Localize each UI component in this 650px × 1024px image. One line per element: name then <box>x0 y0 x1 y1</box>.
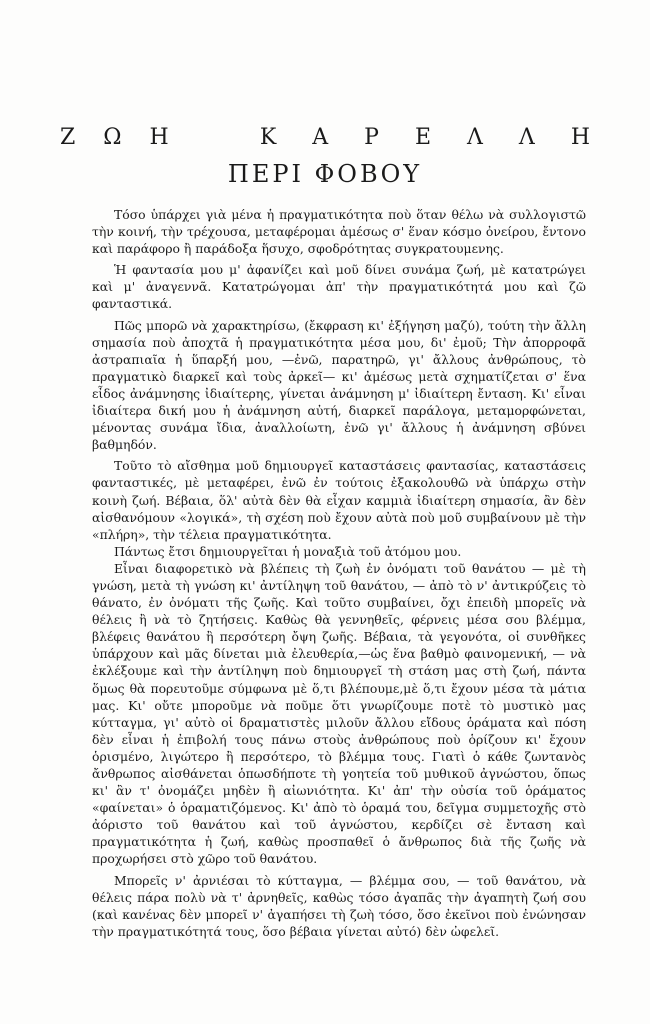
author-letter: Ε <box>414 125 432 150</box>
author-letter: Λ <box>467 125 483 150</box>
paragraph: Πῶς μπορῶ νὰ χαρακτηρίσω, (ἔκφραση κι' ἐξήγηση μαζύ), τούτη τὴν ἄλλη σημασία ποὺ ἀποχτᾶ ἡ πραγματικότητα μέσα μου, δι' ἐμοῦ; Τὴν ἀπορροφᾶ ἀστραπιαῖα ἡ ὕπαρξή μου, —ἐνῶ, παρατηρῶ, γι' ἄλλους ἀνθρώπους, τὸ πραγματικὸ διαρκεῖ καὶ τοὺς ἀρκεῖ— κι' ἀμέσως μετὰ σχηματίζεται σ' ἕνα εἶδος ἀνάμνησης ἰδιαίτερης, γίνεται ἀνάμνηση μ' ἰδιαίτερη ἔνταση. Κι' εἶναι ἰδιαίτερα δική μου ἡ ἀνάμνηση αὐτή, διαρκεῖ παράλογα, μεταμορφώνεται, μένοντας συνάμα ἴδια, ἀναλλοίωτη, ἐνῶ γι' ἄλλους ἡ ἀνάμνηση σβύνει βαθμηδόν. <box>92 317 586 453</box>
author-name <box>60 125 590 150</box>
author-last-name <box>260 125 590 150</box>
paragraph: Τόσο ὑπάρχει γιὰ μένα ἡ πραγματικότητα ποὺ ὅταν θέλω νὰ συλλογιστῶ τὴν κοινή, τὴν τρέχουσα, μεταφέρομαι ἀμέσως σ' ἕναν κόσμο ὀνείρου, ἔντονο καὶ παράφορο ἢ παράδοξα ἥσυχο, σφοδρότητας συγκρατουμενης. <box>92 207 586 257</box>
essay-body <box>92 206 586 940</box>
paragraph: Ἡ φαντασία μου μ' ἀφανίζει καὶ μοῦ δίνει συνάμα ζωή, μὲ κατατρώγει καὶ μ' ἀναγεννᾶ. Κατατρώγομαι ἀπ' τὴν πραγματικότητά μου καὶ ζῶ φανταστικά. <box>92 262 586 312</box>
author-letter: Κ <box>259 125 277 150</box>
author-letter: Α <box>312 125 329 150</box>
author-letter: Ρ <box>364 125 379 150</box>
author-first-name <box>60 125 169 150</box>
paragraph: Μπορεῖς ν' ἀρνιέσαι τὸ κύτταγμα, — βλέμμα σου, — τοῦ θανάτου, νὰ θέλεις πάρα πολὺ νὰ τ' ἀρνηθεῖς, καθὼς τόσο ἀγαπᾶς τὴν ἀγαπητὴ ζωή σου (καὶ κανένας δὲν μπορεῖ ν' ἀγαπήσει τὴ ζωὴ τόσο, ὅσο ἐκεῖνοι ποὺ ἐνώνησαν τὴν πραγματικότητά τους, ὅσο βέβαια γίνεται αὐτό) δὲν ὠφελεῖ. <box>92 872 586 939</box>
paragraph: Πάντως ἔτσι δημιουργεῖται ἡ μοναξιὰ τοῦ ἀτόμου μου. <box>114 543 462 559</box>
author-letter: Λ <box>518 125 535 150</box>
author-letter: Η <box>149 125 169 150</box>
paragraph: Εἶναι διαφορετικὸ νὰ βλέπεις τὴ ζωὴ ἐν ὀνόματι τοῦ θανάτου — μὲ τὴ γνώση, μετὰ τὴ γνώση κι' ἀντίληψη τοῦ θανάτου, — ἀπὸ τὸ ν' ἀντικρύζεις τὸ θάνατο, ἐν ὀνόματι τῆς ζωῆς. Καὶ τοῦτο συμβαίνει, ὄχι ἐπειδὴ μπορεῖς νὰ θέλεις ἢ νὰ τὸ ζητήσεις. Καθὼς θὰ γεννηθεῖς, φέρνεις μέσα σου βλέμμα, βλέφεις θανάτου ἢ περσότερη ὄψη ζωῆς. Βέβαια, τὰ γεγονότα, οἱ συνθῆκες ὑπάρχουν καὶ μᾶς δίνεται μιὰ ἐλευθερία,—ὡς ἕνα βαθμὸ φαινομενική, — νὰ ἐκλέξουμε καὶ τὴν ἀντίληψη ποὺ δημιουργεῖ τὴ στάση μας στὴ ζωή, πάντα ὅμως θὰ πορευτοῦμε σύμφωνα μὲ ὅ,τι βλέπουμε,μὲ ὅ,τι ἔχουν μέσα τὰ μάτια μας. Κι' οὔτε μποροῦμε νὰ ποῦμε ὅτι γνωρίζουμε ποτὲ τὸ μυστικὸ μας κύτταγμα, γι' αὐτὸ οἱ δραματιστὲς μιλοῦν ἄλλου εἴδους ὁράματα καὶ πόση δὲν εἶναι ἡ ἐπιβολή τους πάνω στοὺς ἀνθρώπους ποὺ ὁρίζουν κι' ἔχουν ὁρισμένο, λιγώτερο ἢ περσότερο, τὸ βλέμμα τους. Γιατὶ ὁ κάθε ζωντανὸς ἄνθρωπος αἰσθάνεται ὁπωσδήποτε τὴ γοητεία τοῦ μυθικοῦ ἀγνώστου, ὅπως κι' ἂν τ' ὀνομάζει μηδὲν ἢ αἰωνιότητα. Κι' ἀπ' τὴν οὐσία τοῦ ὁράματος «φαίνεται» ὁ ὁραματιζόμενος. Κι' ἀπὸ τὸ ὁραμά του, δεῖγμα συμμετοχῆς στὸ ἀόριστο τοῦ θανάτου καὶ τοῦ ἀγνώστου, κερδίζει σὲ ἔνταση καὶ πραγματικότητα ἡ ζωή, καθὼς προσπαθεῖ ὁ ἄνθρωπος διὰ τῆς ζωῆς νὰ προχωρήσει στὸ χῶρο τοῦ θανάτου. <box>92 560 586 867</box>
author-letter: Ω <box>103 125 122 150</box>
author-letter: Ζ <box>60 125 76 150</box>
paragraph: Τοῦτο τὸ αἴσθημα μοῦ δημιουργεῖ καταστάσεις φαντασίας, καταστάσεις φανταστικές, μὲ μεταφέρει, ἐνῶ ἐν τούτοις ἐξακολουθῶ νὰ ὑπάρχω στὴν κοινὴ ζωή. Βέβαια, ὅλ' αὐτὰ δὲν θὰ εἶχαν καμμιὰ ἰδιαίτερη σημασία, ἂν δὲν αἰσθανόμουν «λογικά», τὴ σχέση ποὺ ἔχουν αὐτὰ ποὺ μοῦ συμβαίνουν μὲ τὴν «πλήρη», τὴν τέλεια πραγματικότητα. <box>92 458 586 542</box>
author-letter: Η <box>570 125 590 150</box>
essay-title: ΠΕΡΙ ΦΟΒΟΥ <box>227 160 423 188</box>
